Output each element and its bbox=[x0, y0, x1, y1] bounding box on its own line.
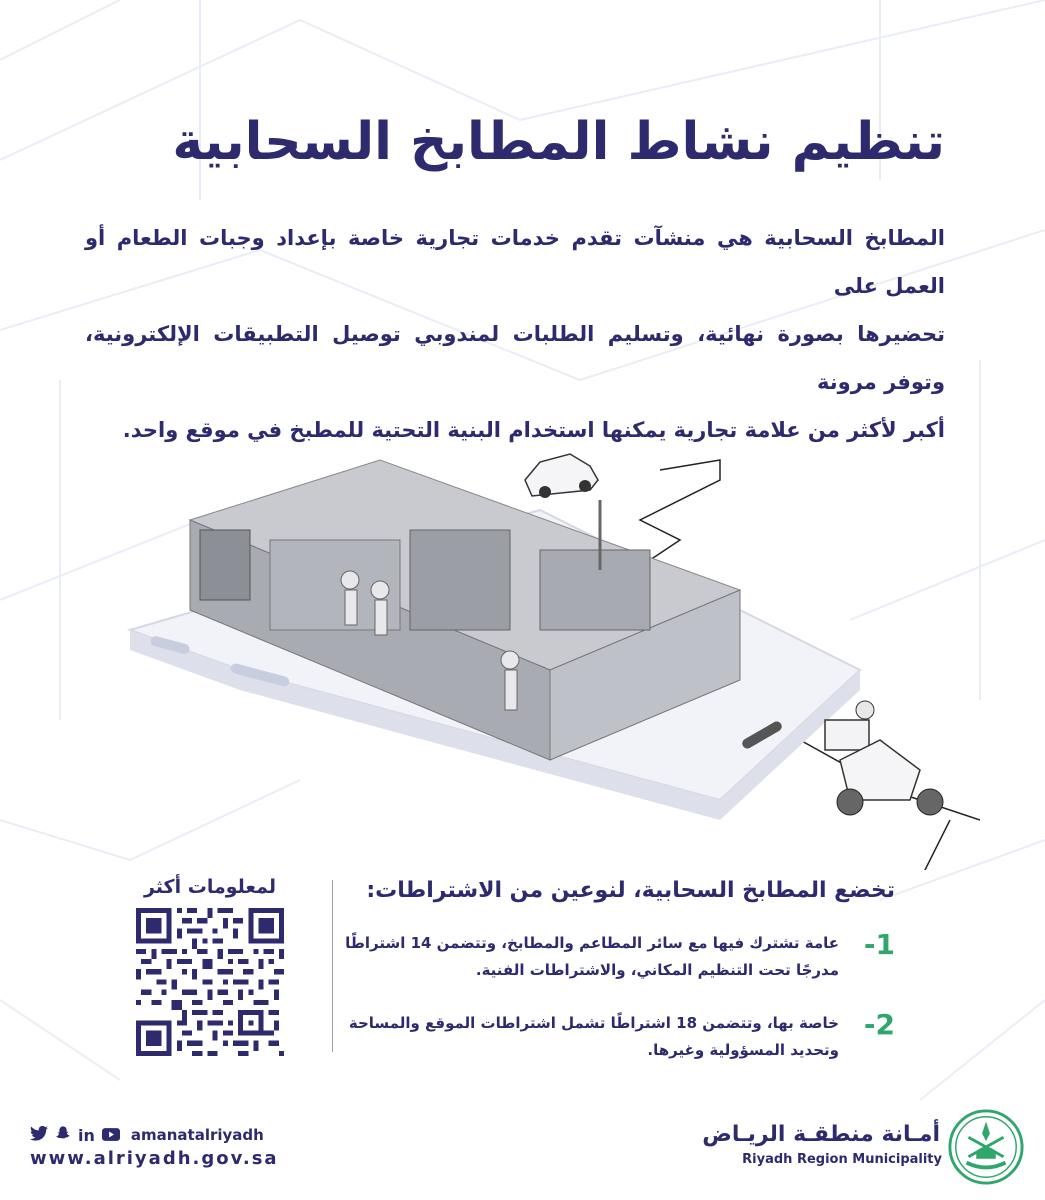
requirements-heading: تخضع المطابخ السحابية، لنوعين من الاشتراطات: bbox=[366, 878, 895, 903]
youtube-icon[interactable] bbox=[102, 1126, 120, 1145]
snapchat-icon[interactable] bbox=[55, 1125, 71, 1145]
intro-paragraph bbox=[85, 214, 945, 454]
requirement-number: 1- bbox=[863, 928, 895, 961]
kitchen-icon bbox=[190, 460, 740, 760]
requirement-line: خاصة بها، وتتضمن 18 اشتراطًا تشمل اشتراطات الموقع والمساحة bbox=[348, 1014, 839, 1032]
twitter-icon[interactable] bbox=[30, 1126, 48, 1145]
scooter-icon bbox=[825, 701, 943, 815]
car-icon bbox=[525, 454, 598, 498]
qr-code[interactable] bbox=[136, 908, 284, 1056]
requirement-number: 2- bbox=[863, 1008, 895, 1041]
requirement-item bbox=[335, 930, 895, 984]
org-name-ar: أمـانة منطقـة الريـاض bbox=[702, 1122, 940, 1147]
municipality-logo-icon bbox=[947, 1108, 1025, 1186]
intro-line: أكبر لأكثر من علامة تجارية يمكنها استخدام البنية التحتية للمطبخ في موقع واحد. bbox=[122, 418, 945, 442]
cloud-kitchen-illustration bbox=[120, 440, 980, 870]
requirement-line: مدرجًا تحت التنظيم المكاني، والاشتراطات الفنية. bbox=[475, 961, 839, 979]
page-title: تنظيم نشاط المطابخ السحابية bbox=[172, 112, 945, 172]
linkedin-icon[interactable]: in bbox=[78, 1125, 95, 1145]
social-links bbox=[30, 1125, 264, 1145]
requirement-text bbox=[335, 930, 847, 984]
website-link[interactable]: www.alriyadh.gov.sa bbox=[30, 1148, 279, 1169]
requirement-line: عامة تشترك فيها مع سائر المطاعم والمطابخ، وتتضمن 14 اشتراطًا bbox=[345, 934, 839, 952]
intro-line: المطابخ السحابية هي منشآت تقدم خدمات تجارية خاصة بإعداد وجبات الطعام أو العمل على bbox=[85, 226, 945, 298]
divider bbox=[332, 880, 333, 1052]
intro-line: تحضيرها بصورة نهائية، وتسليم الطلبات لمندوبي توصيل التطبيقات الإلكترونية، وتوفر مرونة bbox=[85, 322, 945, 394]
social-handle[interactable]: amanatalriyadh bbox=[130, 1126, 264, 1144]
requirement-text bbox=[335, 1010, 847, 1064]
org-name-en: Riyadh Region Municipality bbox=[742, 1152, 942, 1167]
requirement-line: وتحديد المسؤولية وغيرها. bbox=[647, 1041, 839, 1059]
route-line bbox=[920, 820, 950, 870]
qr-label: لمعلومات أكثر bbox=[143, 876, 276, 898]
requirement-item bbox=[335, 1010, 895, 1064]
